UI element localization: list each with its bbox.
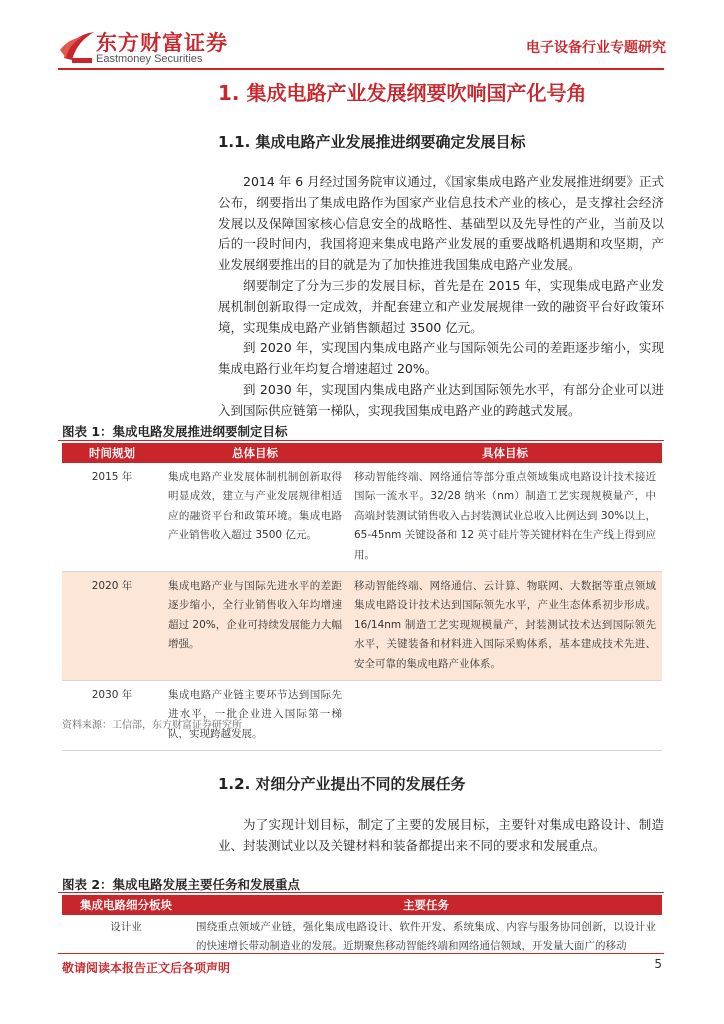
disclaimer: 敬请阅读本报告正文后各项声明 xyxy=(62,961,231,975)
column-header: 总体目标 xyxy=(162,443,348,463)
table-row xyxy=(62,463,662,572)
paragraph: 到 2020 年，实现国内集成电路产业与国际领先公司的差距逐步缩小，实现集成电路行业年均复合增速超过 20%。 xyxy=(218,340,664,377)
table-header-row xyxy=(62,895,662,915)
overall-goal-cell: 集成电路产业发展体制机制创新取得明显成效，建立与产业发展规律相适应的融资平台和政策环境。集成电路产业销售收入超过 3500 亿元。 xyxy=(162,463,348,572)
table-row xyxy=(62,572,662,681)
specific-goal-cell xyxy=(348,681,662,751)
logo-cn-text: 东方财富证券 xyxy=(96,31,228,55)
eastmoney-logo-icon xyxy=(58,28,98,66)
table2-caption: 图表 2：集成电路发展主要任务和发展重点 xyxy=(62,877,301,892)
subsection-title-1-2: 1.2. 对细分产业提出不同的发展任务 xyxy=(218,775,466,793)
header-divider xyxy=(58,68,664,70)
column-header: 集成电路细分板块 xyxy=(62,895,190,915)
footer-divider xyxy=(58,953,664,954)
table-row xyxy=(62,915,662,963)
subsection-1-2-body xyxy=(218,815,664,857)
task-cell: 围绕重点领域产业链，强化集成电路设计、软件开发、系统集成、内容与服务协同创新，以设计业的快速增长带动制造业的发展。近期聚焦移动智能终端和网络通信领域，开发量大面广的移动 xyxy=(196,921,656,953)
column-header: 时间规划 xyxy=(62,443,162,463)
segment-cell: 设计业 xyxy=(110,921,142,933)
column-header: 具体目标 xyxy=(348,443,662,463)
logo-en-text: Eastmoney Securities xyxy=(96,53,203,65)
report-type: 电子设备行业专题研究 xyxy=(526,40,666,56)
section-title: 1. 集成电路产业发展纲要吹响国产化号角 xyxy=(218,81,587,105)
overall-goal-cell: 集成电路产业链主要环节达到国际先进水平，一批企业进入国际第一梯队，实现跨越发展。 xyxy=(162,681,348,751)
subsection-title-1-1: 1.1. 集成电路产业发展推进纲要确定发展目标 xyxy=(218,133,526,151)
caption-divider xyxy=(58,440,664,441)
period-cell: 2020 年 xyxy=(62,572,162,681)
page-number: 5 xyxy=(654,957,662,971)
caption-divider xyxy=(58,892,664,893)
specific-goal-cell: 移动智能终端、网络通信等部分重点领域集成电路设计技术接近国际一流水平。32/28 纳米（nm）制造工艺实现规模量产，中高端封装测试销售收入占封装测试业总收入比例达到 30%以上，65-45nm 关键设备和 12 英寸硅片等关键材料在生产线上得到应用。 xyxy=(348,463,662,572)
column-header: 主要任务 xyxy=(190,895,662,915)
subsection-1-1-body xyxy=(218,172,664,422)
period-cell: 2030 年 xyxy=(62,681,162,751)
specific-goal-cell: 移动智能终端、网络通信、云计算、物联网、大数据等重点领域集成电路设计技术达到国际领先水平，产业生态体系初步形成。16/14nm 制造工艺实现规模量产，封装测试技术达到国际领先水平，关键装备和材料进入国际采购体系，基本建成技术先进、安全可靠的集成电路产业体系。 xyxy=(348,572,662,681)
paragraph: 纲要制定了分为三步的发展目标，首先是在 2015 年，实现集成电路产业发展机制创新取得一定成效，并配套建立和产业发展规律一致的融资平台好政策环境，实现集成电路产业销售额超过 3500 亿元。 xyxy=(218,277,664,335)
period-cell: 2015 年 xyxy=(62,463,162,572)
table1-source: 资料来源：工信部，东方财富证券研究所 xyxy=(62,720,242,731)
paragraph: 为了实现计划目标，制定了主要的发展目标，主要针对集成电路设计、制造业、封装测试业以及关键材料和装备都提出来不同的要求和发展重点。 xyxy=(218,817,664,853)
overall-goal-cell: 集成电路产业与国际先进水平的差距逐步缩小，全行业销售收入年均增速超过 20%，企业可持续发展能力大幅增强。 xyxy=(162,572,348,681)
paragraph: 2014 年 6 月经过国务院审议通过，《国家集成电路产业发展推进纲要》正式公布，纲要指出了集成电路作为国家产业信息技术产业的核心，是支撑社会经济发展以及保障国家核心信息安全的战略性、基础型以及先导性的产业，当前及以后的一段时间内，我国将迎来集成电路产业发展的重要战略机遇期和攻坚期，产业发展纲要推出的目的就是为了加快推进我国集成电路产业发展。 xyxy=(218,174,664,273)
goals-table xyxy=(62,443,662,751)
table-header-row xyxy=(62,443,662,463)
paragraph: 到 2030 年，实现国内集成电路产业达到国际领先水平，有部分企业可以进入到国际供应链第一梯队，实现我国集成电路产业的跨越式发展。 xyxy=(218,381,664,418)
table1-caption: 图表 1：集成电路发展推进纲要制定目标 xyxy=(62,424,288,439)
